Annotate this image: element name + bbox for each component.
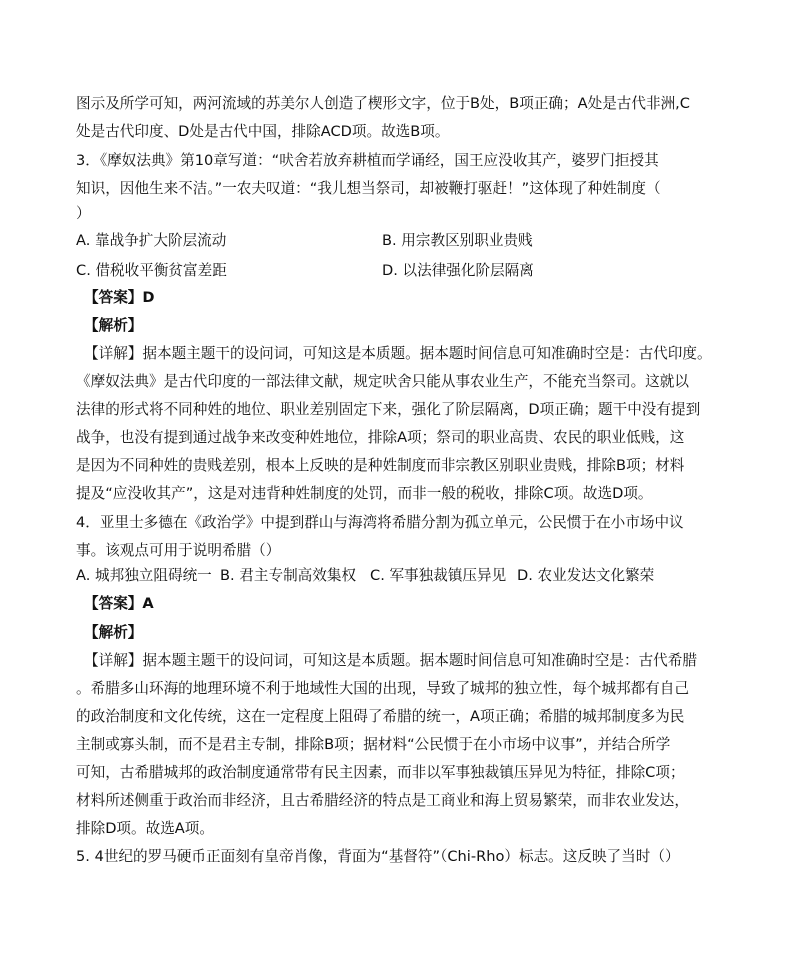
- explanation-line: 提及“应没收其产”，这是对违背种姓制度的处罚，而非一般的税收，排除C项。故选D项。: [76, 485, 653, 502]
- explanation-line: 是因为不同种姓的贵贱差别，根本上反映的是种姓制度而非宗教区别职业贵贱，排除B项；材料: [76, 457, 685, 474]
- option-b: B. 君主专制高效集权: [220, 567, 357, 584]
- question-3-stem: ）: [76, 205, 91, 222]
- option-b: B. 用宗教区别职业贵贱: [382, 232, 533, 249]
- explanation-line: 《摩奴法典》是古代印度的一部法律文献，规定吠舍只能从事农业生产，不能充当祭司。这就以: [76, 373, 689, 390]
- explanation-line: 可知，古希腊城邦的政治制度通常带有民主因素，而非以军事独裁镇压异见为特征，排除C项；: [76, 764, 685, 781]
- explanation-line: 排除D项。故选A项。: [76, 820, 214, 837]
- question-3-stem: 知识，因他生来不洁。”一农夫叹道：“我儿想当祭司，却被鞭打驱赶！”这体现了种姓制度（: [76, 180, 661, 197]
- option-c: C. 军事独裁镇压异见: [370, 567, 507, 584]
- option-d: D. 农业发达文化繁荣: [517, 567, 655, 584]
- analysis-label: 【解析】: [84, 624, 143, 641]
- explanation-line: 材料所述侧重于政治而非经济，且古希腊经济的特点是工商业和海上贸易繁荣，而非农业发达，: [76, 792, 689, 809]
- explanation-line: 法律的形式将不同种姓的地位、职业差别固定下来，强化了阶层隔离，D项正确；题干中没有提到: [76, 401, 701, 418]
- text-line: 图示及所学可知，两河流域的苏美尔人创造了楔形文字，位于B处，B项正确；A处是古代非洲,C: [76, 95, 690, 112]
- explanation-line: 主制或寡头制，而不是君主专制，排除B项；据材料“公民惯于在小市场中议事”，并结合所学: [76, 736, 671, 753]
- option-a: A. 城邦独立阻碍统一: [76, 567, 212, 584]
- question-4-stem: 事。该观点可用于说明希腊（）: [76, 542, 281, 559]
- option-a: A. 靠战争扩大阶层流动: [76, 232, 227, 249]
- answer-label: 【答案】A: [84, 595, 154, 612]
- answer-label: 【答案】D: [84, 289, 155, 306]
- text-line: 处是古代印度、D处是古代中国，排除ACD项。故选B项。: [76, 123, 450, 140]
- explanation-line: 战争，也没有提到通过战争来改变种姓地位，排除A项；祭司的职业高贵、农民的职业低贱，这: [76, 429, 685, 446]
- explanation-line: 【详解】据本题主题干的设问词，可知这是本质题。据本题时间信息可知准确时空是：古代印度。: [84, 345, 712, 362]
- explanation-line: 【详解】据本题主题干的设问词，可知这是本质题。据本题时间信息可知准确时空是：古代希腊: [84, 652, 697, 669]
- question-4-stem: 4．亚里士多德在《政治学》中提到群山与海湾将希腊分割为孤立单元，公民惯于在小市场中议: [76, 514, 684, 531]
- option-c: C. 借税收平衡贫富差距: [76, 262, 227, 279]
- option-d: D. 以法律强化阶层隔离: [382, 262, 534, 279]
- question-5-stem: 5. 4世纪的罗马硬币正面刻有皇帝肖像，背面为“基督符”（Chi-Rho）标志。这反映了当时（）: [76, 848, 680, 865]
- question-3-stem: 3．《摩奴法典》第10章写道：“吠舍若放弃耕植而学诵经，国王应没收其产，婆罗门拒授其: [76, 152, 659, 169]
- explanation-line: 。希腊多山环海的地理环境不利于地域性大国的出现，导致了城邦的独立性，每个城邦都有自己: [76, 680, 689, 697]
- analysis-label: 【解析】: [84, 317, 143, 334]
- explanation-line: 的政治制度和文化传统，这在一定程度上阻碍了希腊的统一，A项正确；希腊的城邦制度多为民: [76, 708, 685, 725]
